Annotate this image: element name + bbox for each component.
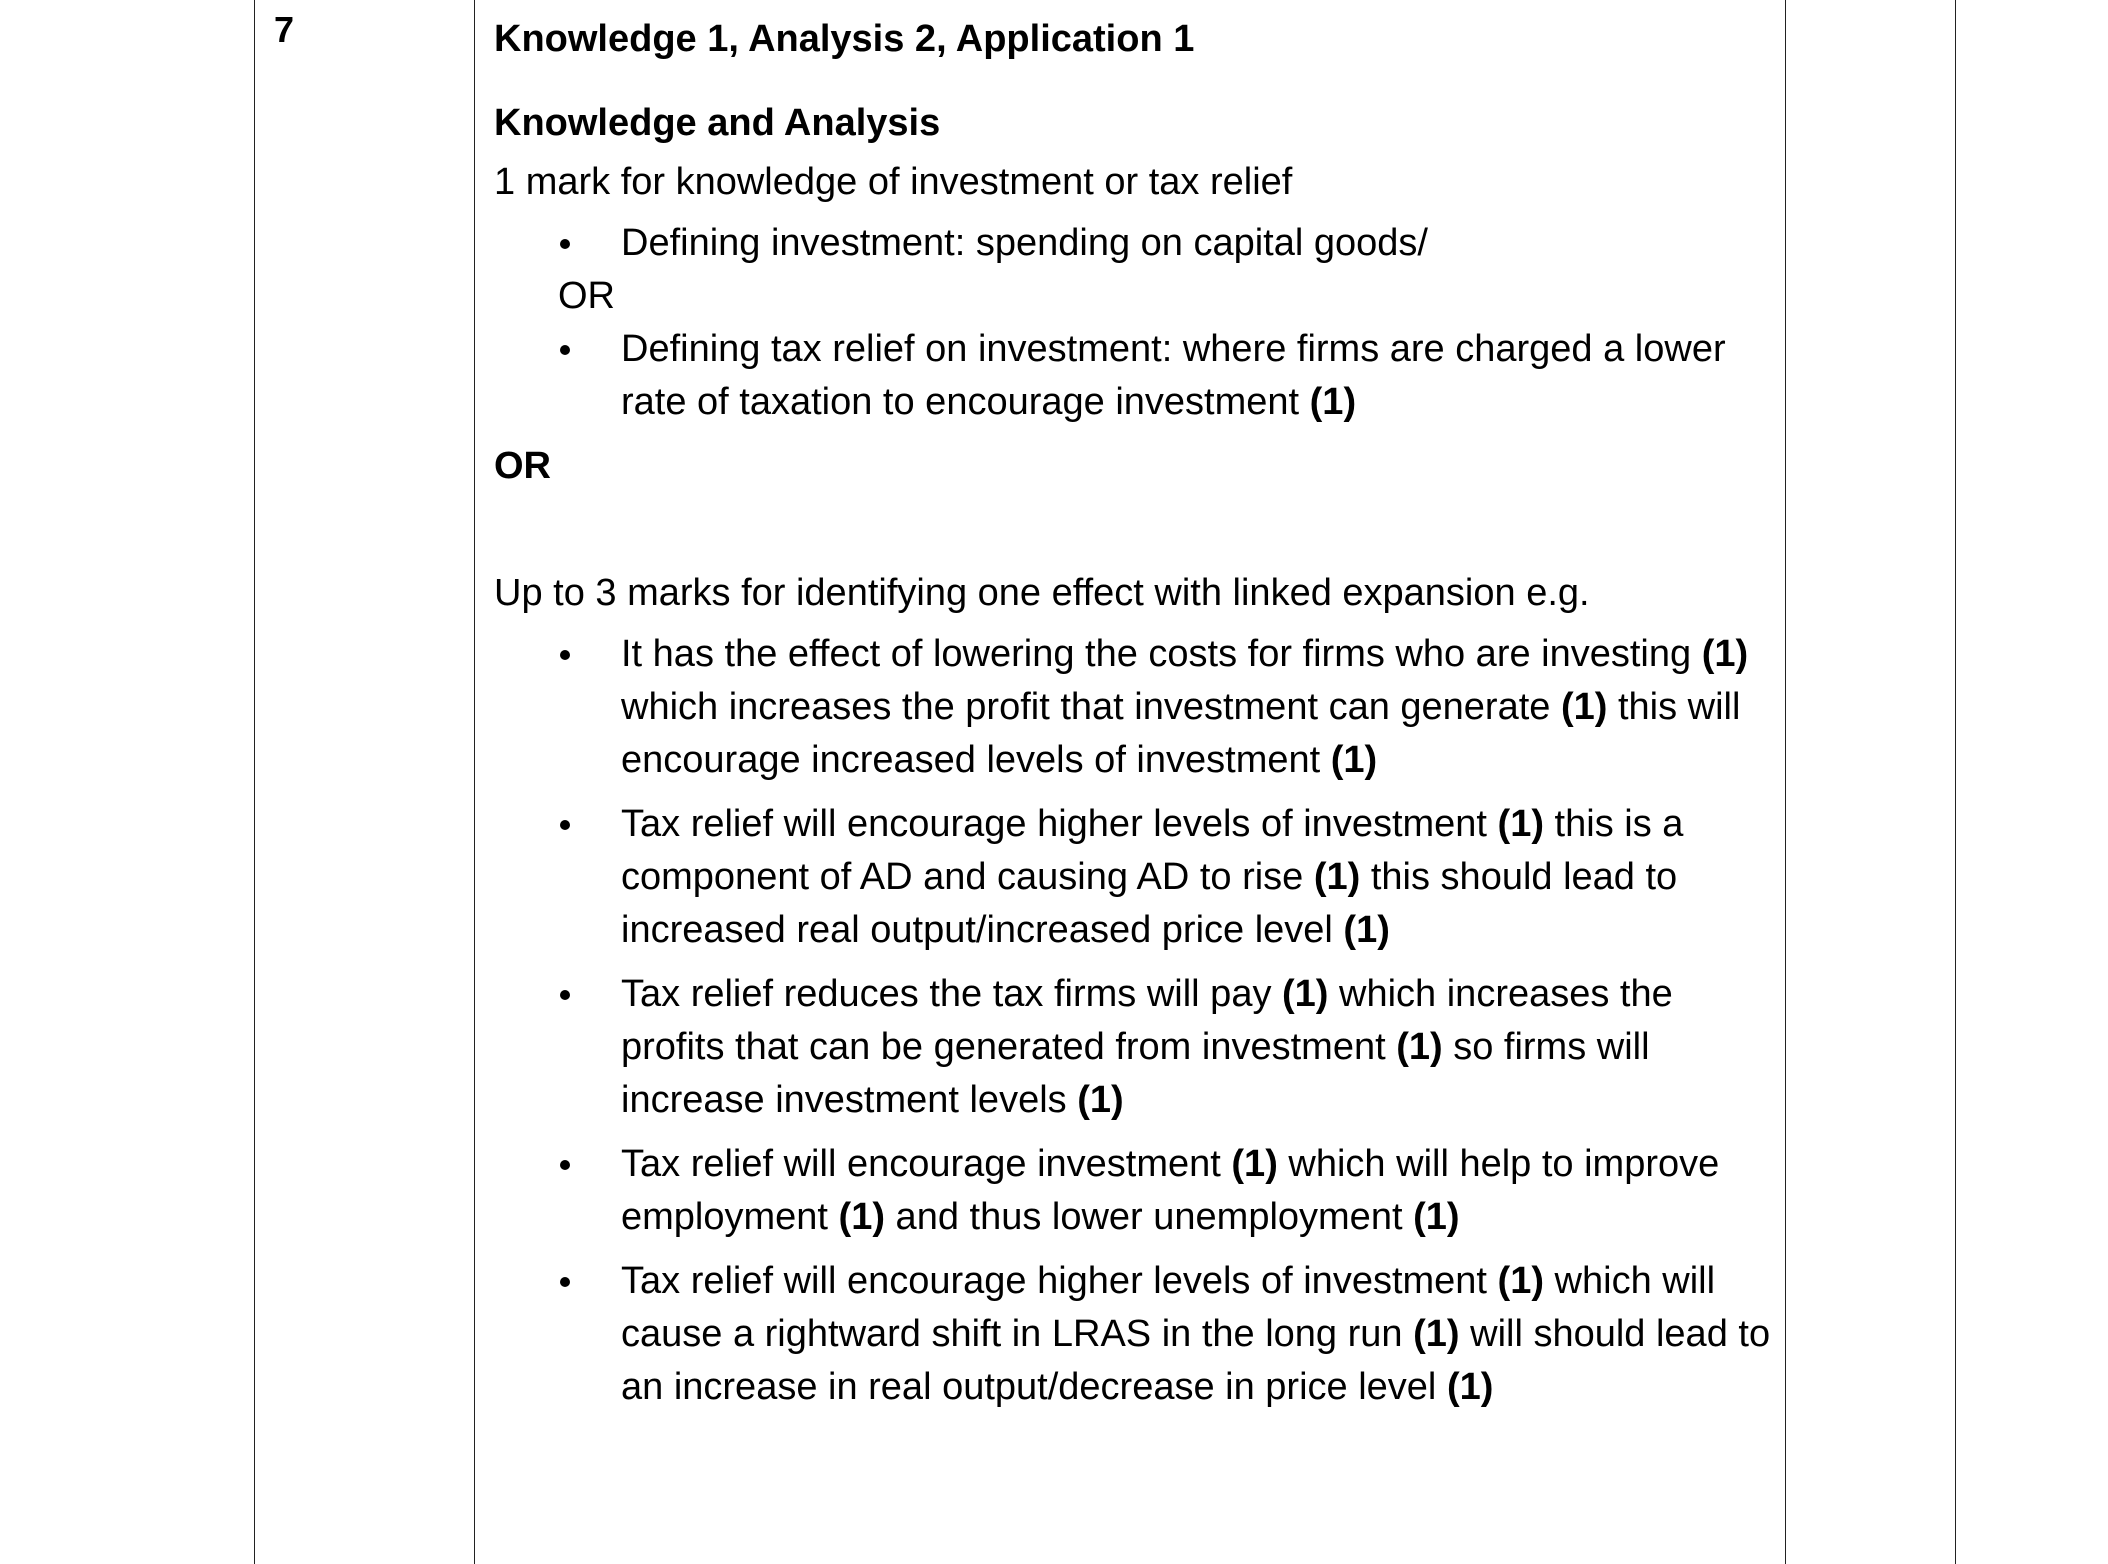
effect-text: so firms will increase investment levels: [621, 1026, 1650, 1121]
list-item: [494, 968, 1784, 1127]
table-border-left: [254, 0, 255, 1564]
list-item: [494, 1255, 1784, 1414]
marks-allocation-heading: Knowledge 1, Analysis 2, Application 1: [494, 18, 1195, 60]
mark-label: (1): [1330, 739, 1378, 781]
mark-label: (1): [1231, 1143, 1278, 1185]
mark-label: (1): [838, 1196, 885, 1238]
knowledge-bullet-text: Defining investment: spending on capital goods/: [621, 222, 1428, 264]
list-item: [494, 798, 1784, 957]
effect-text: which increases the profit that investment can generate: [621, 686, 1561, 728]
mark-label: (1): [1396, 1026, 1443, 1068]
table-border-content-column: [1785, 0, 1786, 1564]
list-item: [494, 1138, 1784, 1244]
effect-text: this will encourage increased levels of investment: [621, 686, 1741, 781]
knowledge-bullet-list: [494, 217, 1784, 270]
effect-text: It has the effect of lowering the costs for firms who are investing: [621, 633, 1702, 675]
bullet-icon: [560, 345, 570, 355]
effect-text: this should lead to increased real output/increased price level: [621, 856, 1678, 951]
list-item: [494, 217, 1784, 270]
knowledge-bullet-list-2: [494, 323, 1784, 429]
knowledge-intro: 1 mark for knowledge of investment or tax relief: [494, 161, 1293, 203]
mark-label: (1): [1413, 1196, 1460, 1238]
knowledge-analysis-heading: Knowledge and Analysis: [494, 102, 941, 144]
bullet-icon: [560, 1160, 570, 1170]
table-border-question-column: [474, 0, 475, 1564]
mark-label: (1): [1282, 973, 1329, 1015]
effect-text: which will help to improve employment: [621, 1143, 1720, 1238]
mark-label: (1): [1497, 803, 1544, 845]
mark-label: (1): [1309, 381, 1357, 423]
effects-bullet-list: [494, 628, 1784, 1414]
table-border-right: [1955, 0, 1956, 1564]
or-bold-separator: OR: [494, 445, 551, 487]
mark-label: (1): [1413, 1313, 1460, 1355]
effect-text: and thus lower unemployment: [885, 1196, 1414, 1238]
effect-text: Tax relief will encourage investment: [621, 1143, 1232, 1185]
effect-text: which increases the profits that can be generated from investment: [621, 973, 1673, 1068]
effects-intro: Up to 3 marks for identifying one effect with linked expansion e.g.: [494, 572, 1590, 614]
bullet-icon: [560, 820, 570, 830]
bullet-icon: [560, 239, 570, 249]
effect-text: Tax relief will encourage higher levels of investment: [621, 803, 1498, 845]
question-number: 7: [274, 9, 295, 50]
effect-text: will should lead to an increase in real output/decrease in price level: [621, 1313, 1771, 1408]
mark-label: (1): [1497, 1260, 1544, 1302]
mark-label: (1): [1446, 1366, 1494, 1408]
list-item: [494, 628, 1784, 787]
bullet-icon: [560, 650, 570, 660]
bullet-icon: [560, 1277, 570, 1287]
mark-label: (1): [1313, 856, 1361, 898]
effect-text: this is a component of AD and causing AD to rise: [621, 803, 1684, 898]
mark-label: (1): [1560, 686, 1608, 728]
knowledge-bullet-text: Defining tax relief on investment: where firms are charged a lower rate of taxation to encourage investment: [621, 328, 1726, 423]
bullet-icon: [560, 990, 570, 1000]
mark-label: (1): [1701, 633, 1749, 675]
effect-text: Tax relief will encourage higher levels of investment: [621, 1260, 1498, 1302]
mark-label: (1): [1343, 909, 1390, 951]
mark-scheme-cell: [494, 14, 1784, 1425]
list-item: [494, 323, 1784, 429]
mark-label: (1): [1077, 1079, 1124, 1121]
effect-text: which will cause a rightward shift in LRAS in the long run: [621, 1260, 1716, 1355]
or-separator: OR: [558, 275, 615, 317]
effect-text: Tax relief reduces the tax firms will pay: [621, 973, 1283, 1015]
